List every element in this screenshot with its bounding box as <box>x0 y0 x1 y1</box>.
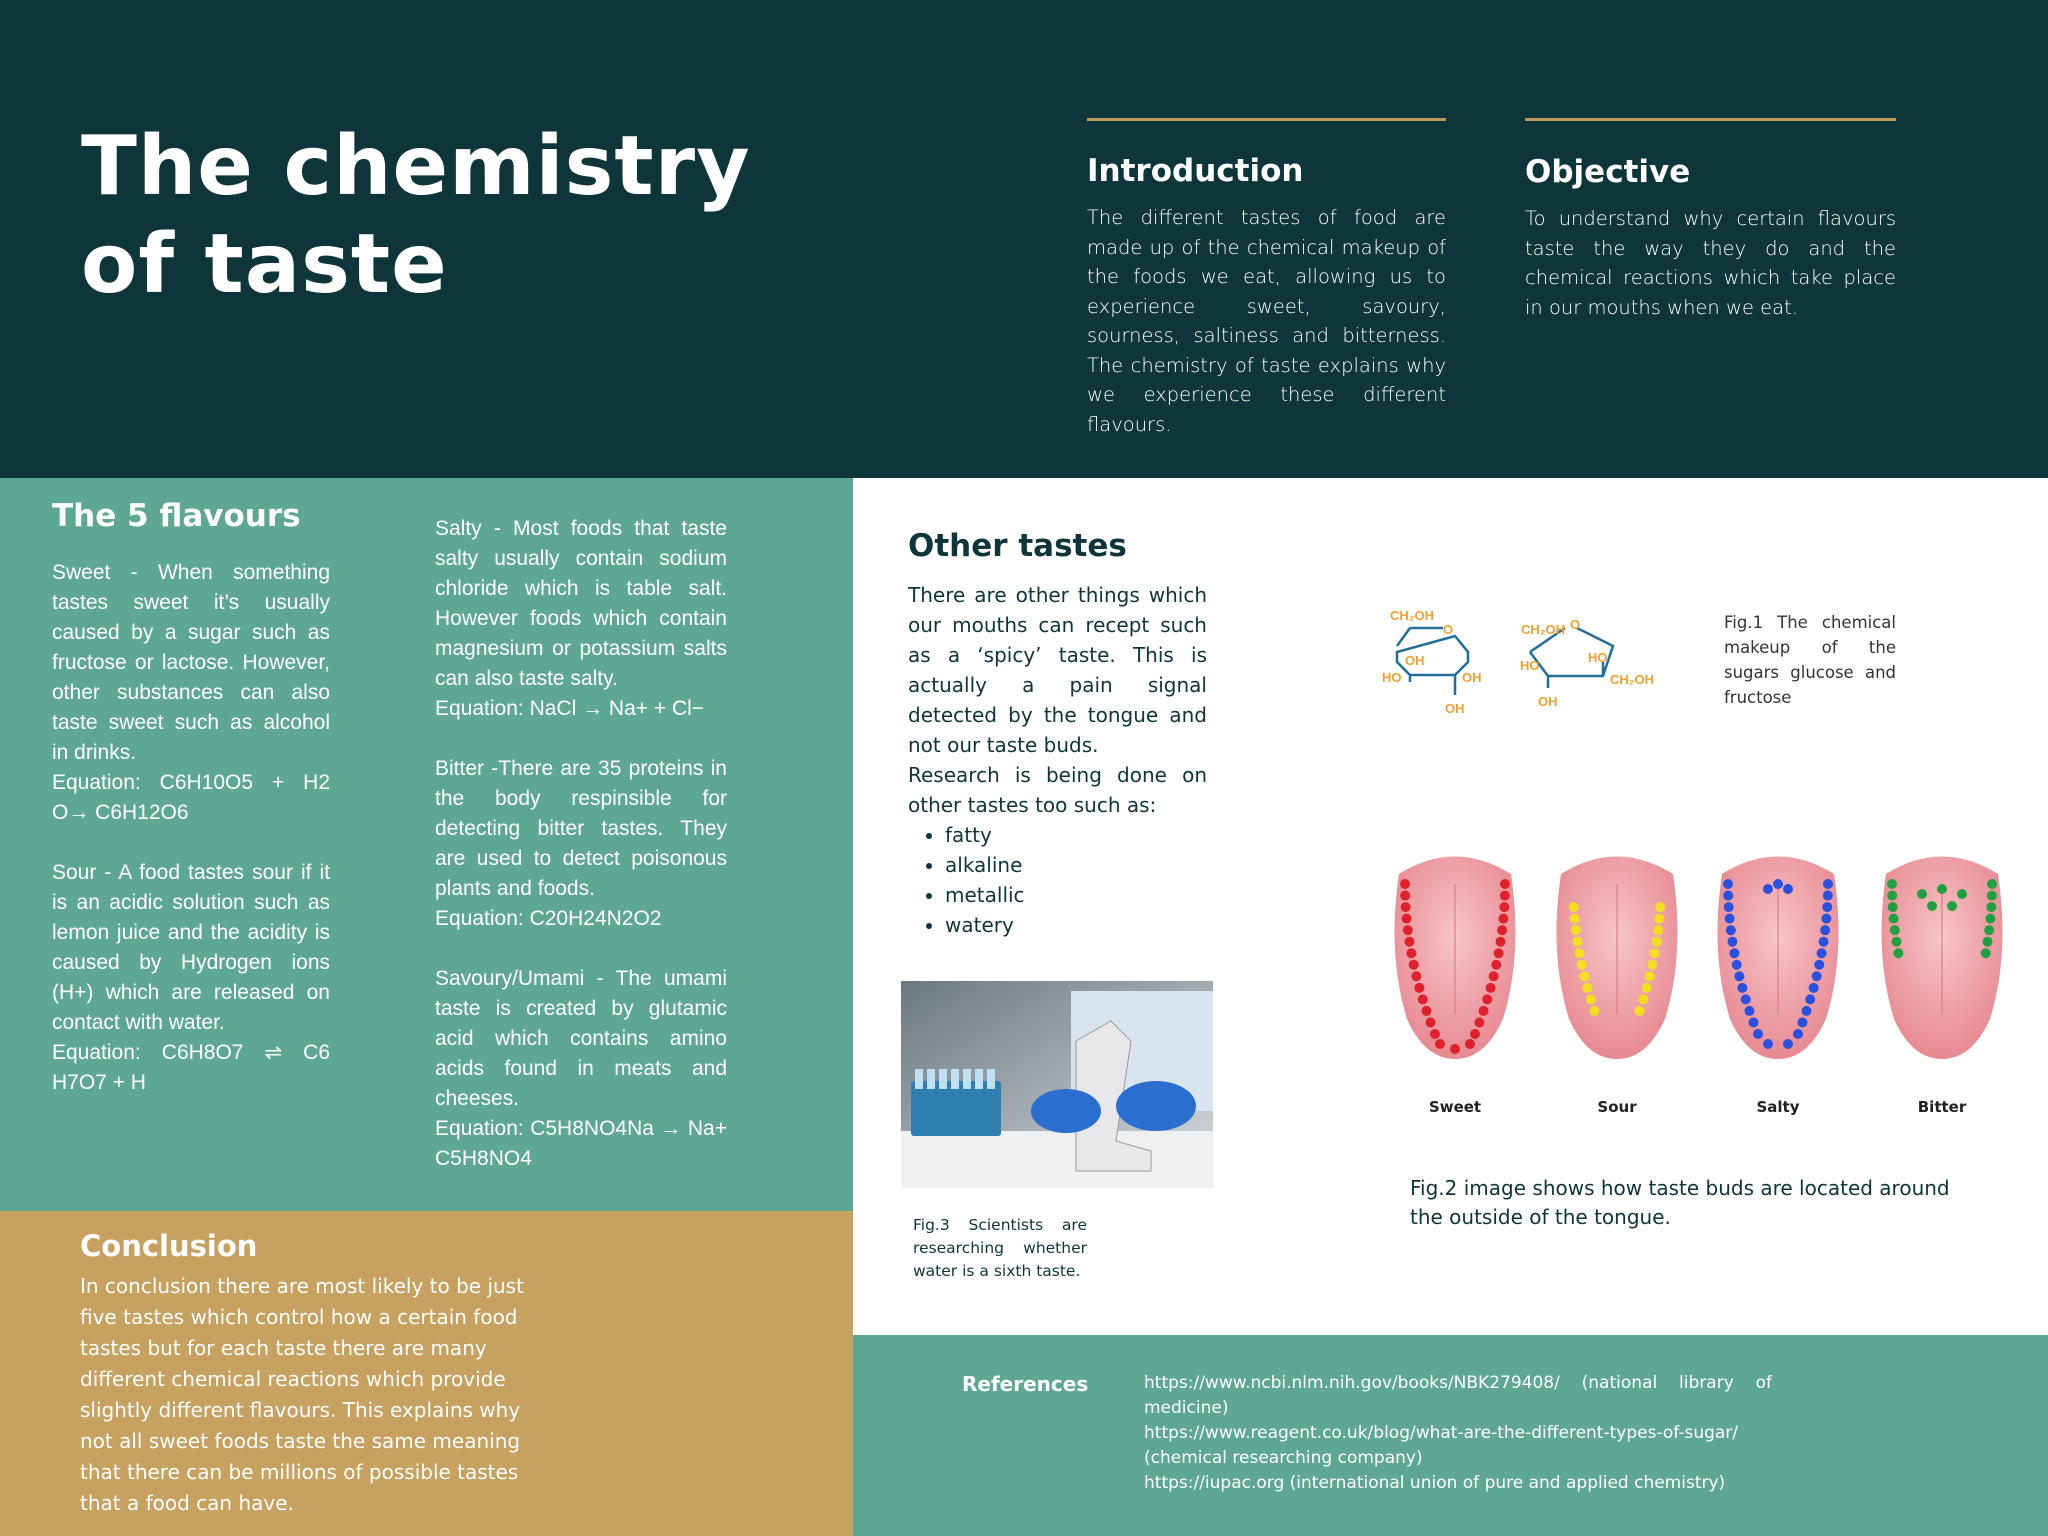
bitter-text: Bitter -There are 35 proteins in the body respinsible for detecting bitter tastes. They are used to detect poisonous plants and foods. <box>435 757 727 900</box>
sour-text: Sour - A food tastes sour if it is an acidic solution such as lemon juice and the acidity is caused by Hydrogen ions (H+) which are released on contact with water. <box>52 861 330 1034</box>
taste-bud-dot <box>1793 1029 1803 1039</box>
taste-bud-dot <box>1403 925 1413 935</box>
tongue-bitter <box>1872 844 2012 1064</box>
taste-bud-dot <box>1726 925 1736 935</box>
taste-bud-dot <box>1773 879 1783 889</box>
taste-bud-dot <box>1821 914 1831 924</box>
fig3-caption: Fig.3 Scientists are researching whether water is a sixth taste. <box>913 1216 1087 1280</box>
taste-bud-dot <box>1635 1006 1645 1016</box>
taste-bud-dot <box>1725 914 1735 924</box>
introduction-heading: Introduction <box>1087 153 1304 189</box>
taste-bud-dot <box>1642 983 1652 993</box>
taste-bud-dot <box>1574 948 1584 958</box>
taste-bud-dot <box>1474 1017 1484 1027</box>
taste-bud-dot <box>1763 1039 1773 1049</box>
tongue-label: Bitter <box>1917 1098 1967 1116</box>
taste-bud-dot <box>1400 891 1410 901</box>
taste-bud-dot <box>1753 1029 1763 1039</box>
taste-bud-dot <box>1414 983 1424 993</box>
taste-bud-dot <box>1987 879 1997 889</box>
taste-bud-dot <box>1486 983 1496 993</box>
taste-bud-dot <box>1957 889 1967 899</box>
sour-equation: Equation: C6H8O7 ⇌ C6 H7O7 + H <box>52 1041 330 1094</box>
taste-bud-dot <box>1411 971 1421 981</box>
taste-bud-dot <box>1749 1017 1759 1027</box>
poster-title: The chemistry of taste <box>81 119 751 312</box>
taste-bud-dot <box>1744 1006 1754 1016</box>
taste-bud-dot <box>1645 971 1655 981</box>
taste-bud-dot <box>1985 914 1995 924</box>
taste-bud-dot <box>1498 914 1508 924</box>
taste-bud-dot <box>1917 889 1927 899</box>
taste-bud-dot <box>1783 884 1793 894</box>
taste-bud-dot <box>1763 884 1773 894</box>
molecule-label: OH <box>1405 653 1425 668</box>
taste-bud-dot <box>1947 901 1957 911</box>
taste-bud-dot <box>1647 960 1657 970</box>
taste-bud-dot <box>1479 1006 1489 1016</box>
taste-bud-dot <box>1494 948 1504 958</box>
taste-bud-dot <box>1653 925 1663 935</box>
tongue-label: Sour <box>1597 1098 1637 1116</box>
scientist-microscope-photo <box>901 981 1213 1188</box>
taste-bud-dot <box>1638 994 1648 1004</box>
taste-bud-dot <box>1887 879 1897 889</box>
taste-bud-dot <box>1655 902 1665 912</box>
taste-bud-dot <box>1499 902 1509 912</box>
tongue-label: Sweet <box>1428 1098 1482 1116</box>
molecule-label: O <box>1443 622 1454 637</box>
taste-bud-dot <box>1741 994 1751 1004</box>
taste-bud-dot <box>1809 983 1819 993</box>
other-tastes-list <box>908 820 1207 940</box>
taste-bud-dot <box>1496 937 1506 947</box>
taste-bud-dot <box>1586 994 1596 1004</box>
objective-text: To understand why certain flavours taste the way they do and the chemical reactions which take place in our mouths when we eat. <box>1525 207 1896 319</box>
tongue-label: Salty <box>1756 1098 1800 1116</box>
list-item: • alkaline <box>945 850 1207 880</box>
conclusion-heading: Conclusion <box>80 1229 258 1263</box>
taste-bud-dot <box>1783 1039 1793 1049</box>
molecule-label: OH <box>1538 694 1558 709</box>
taste-bud-dot <box>1802 1006 1812 1016</box>
taste-bud-dot <box>1418 994 1428 1004</box>
taste-bud-dot <box>1734 971 1744 981</box>
taste-bud-dot <box>1889 914 1899 924</box>
taste-bud-dot <box>1893 948 1903 958</box>
taste-bud-dot <box>1729 948 1739 958</box>
taste-bud-dot <box>1823 879 1833 889</box>
taste-bud-dot <box>1571 925 1581 935</box>
taste-bud-dot <box>1401 902 1411 912</box>
umami-text: Savoury/Umami - The umami taste is created by glutamic acid which contains amino acids found in meats and cheeses. <box>435 967 727 1110</box>
objective-heading: Objective <box>1525 154 1691 190</box>
taste-bud-dot <box>1797 1017 1807 1027</box>
taste-bud-dot <box>1891 937 1901 947</box>
taste-bud-dot <box>1579 971 1589 981</box>
taste-bud-dot <box>1724 902 1734 912</box>
conclusion-section <box>0 1211 853 1536</box>
taste-bud-dot <box>1727 937 1737 947</box>
taste-bud-dot <box>1986 902 1996 912</box>
taste-bud-dot <box>1430 1029 1440 1039</box>
taste-bud-dot <box>1570 914 1580 924</box>
taste-bud-dot <box>1723 891 1733 901</box>
salty-text: Salty - Most foods that taste salty usually contain sodium chloride which is table salt. However foods which contain magnesium or potassium salts can also taste salty. <box>435 517 727 690</box>
taste-bud-dot <box>1470 1029 1480 1039</box>
sweet-text: Sweet - When something tastes sweet it’s usually caused by a sugar such as fructose or lactose. However, other substances can also taste sweet such as alcohol in drinks. <box>52 561 330 764</box>
taste-bud-dot <box>1817 948 1827 958</box>
taste-bud-dot <box>1572 937 1582 947</box>
taste-bud-dot <box>1654 914 1664 924</box>
taste-bud-dot <box>1888 902 1898 912</box>
taste-bud-dot <box>1814 960 1824 970</box>
other-tastes-panel <box>853 478 2048 1335</box>
molecule-label: OH <box>1445 701 1465 716</box>
sweet-equation: Equation: C6H10O5 + H2 O→ C6H12O6 <box>52 771 330 824</box>
salty-equation: Equation: NaCl → Na+ + Cl− <box>435 697 705 720</box>
taste-bud-dot <box>1937 884 1947 894</box>
tongue-sour <box>1547 844 1687 1064</box>
list-item: • metallic <box>945 880 1207 910</box>
fig1-caption: Fig.1 The chemical makeup of the sugars glucose and fructose <box>1724 613 1896 707</box>
references-section <box>853 1335 2048 1536</box>
taste-bud-dot <box>1400 879 1410 889</box>
flavours-heading: The 5 flavours <box>52 498 301 534</box>
taste-bud-dot <box>1489 971 1499 981</box>
molecule-label: CH₂OH <box>1610 672 1655 687</box>
taste-bud-dot <box>1732 960 1742 970</box>
taste-bud-dot <box>1650 948 1660 958</box>
taste-bud-dot <box>1820 925 1830 935</box>
reference-link[interactable]: https://www.ncbi.nlm.nih.gov/books/NBK279408/ (national library of medicine) <box>1144 1373 1772 1418</box>
taste-bud-dot <box>1890 925 1900 935</box>
list-item: • fatty <box>945 820 1207 850</box>
taste-bud-dot <box>1421 1006 1431 1016</box>
introduction-text: The different tastes of food are made up of the chemical makeup of the foods we eat, allowing us to experience sweet, savoury, sourness, saltiness and bitterness. The chemistry of taste explains why we experience these different flavours. <box>1087 206 1446 436</box>
reference-link[interactable]: https://www.reagent.co.uk/blog/what-are-the-different-types-of-sugar/ (chemical researching company) <box>1144 1423 1739 1468</box>
taste-bud-dot <box>1482 994 1492 1004</box>
taste-bud-dot <box>1822 902 1832 912</box>
fig2-caption: Fig.2 image shows how taste buds are located around the outside of the tongue. <box>1410 1176 1950 1229</box>
conclusion-text: In conclusion there are most likely to be just five tastes which control how a certain food tastes but for each taste there are many different chemical reactions which provide slightly different flavours. This explains why not all sweet foods taste the same meaning that there can be millions of possible tastes that a food can have. <box>80 1274 524 1515</box>
taste-bud-dot <box>1984 925 1994 935</box>
taste-bud-dot <box>1500 891 1510 901</box>
taste-bud-dot <box>1737 983 1747 993</box>
taste-bud-dot <box>1582 983 1592 993</box>
taste-bud-dot <box>1805 994 1815 1004</box>
flavours-section <box>0 478 853 1211</box>
sugar-molecules-diagram <box>1365 600 1695 720</box>
tongue-salty <box>1708 844 1848 1064</box>
taste-bud-dot <box>1812 971 1822 981</box>
molecule-label: HO <box>1520 658 1540 673</box>
bitter-equation: Equation: C20H24N2O2 <box>435 907 662 930</box>
molecule-label: HO <box>1588 650 1608 665</box>
molecule-label: CH₂OH <box>1521 622 1566 637</box>
taste-bud-dot <box>1435 1039 1445 1049</box>
taste-bud-dot <box>1723 879 1733 889</box>
introduction-section <box>1087 118 1446 439</box>
taste-bud-dot <box>1823 891 1833 901</box>
molecule-label: OH <box>1462 670 1482 685</box>
taste-bud-dot <box>1465 1039 1475 1049</box>
taste-bud-dot <box>1406 948 1416 958</box>
list-item: • watery <box>945 910 1207 940</box>
taste-bud-dot <box>1450 1044 1460 1054</box>
taste-bud-dot <box>1652 937 1662 947</box>
taste-bud-dot <box>1987 891 1997 901</box>
taste-bud-dot <box>1927 901 1937 911</box>
tongue-sweet <box>1385 844 1525 1064</box>
taste-bud-dot <box>1819 937 1829 947</box>
taste-bud-dot <box>1981 948 1991 958</box>
taste-bud-dot <box>1404 937 1414 947</box>
header-banner <box>0 0 2048 478</box>
taste-bud-dot <box>1500 879 1510 889</box>
taste-bud-dot <box>1589 1006 1599 1016</box>
molecule-label: O <box>1570 617 1581 632</box>
taste-bud-dot <box>1409 960 1419 970</box>
taste-bud-dot <box>1983 937 1993 947</box>
other-tastes-heading: Other tastes <box>908 528 1127 564</box>
taste-bud-dot <box>1569 902 1579 912</box>
taste-bud-dot <box>1491 960 1501 970</box>
reference-link[interactable]: https://iupac.org (international union of pure and applied chemistry) <box>1144 1473 1726 1493</box>
taste-bud-dot <box>1497 925 1507 935</box>
taste-bud-dot <box>1426 1017 1436 1027</box>
divider <box>1525 118 1896 121</box>
taste-bud-dot <box>1887 891 1897 901</box>
objective-section <box>1525 118 1896 322</box>
molecule-label: CH₂OH <box>1390 608 1435 623</box>
divider <box>1087 118 1446 121</box>
other-tastes-research: Research is being done on other tastes too such as: <box>908 763 1207 817</box>
taste-bud-dot <box>1402 914 1412 924</box>
umami-equation: Equation: C5H8NO4Na → Na+ C5H8NO4 <box>435 1117 727 1170</box>
references-label: References <box>962 1372 1089 1396</box>
taste-bud-dot <box>1577 960 1587 970</box>
other-tastes-text: There are other things which our mouths can recept such as a ‘spicy’ taste. This is actually a pain signal detected by the tongue and not our taste buds. <box>908 583 1207 757</box>
molecule-label: HO <box>1382 670 1402 685</box>
